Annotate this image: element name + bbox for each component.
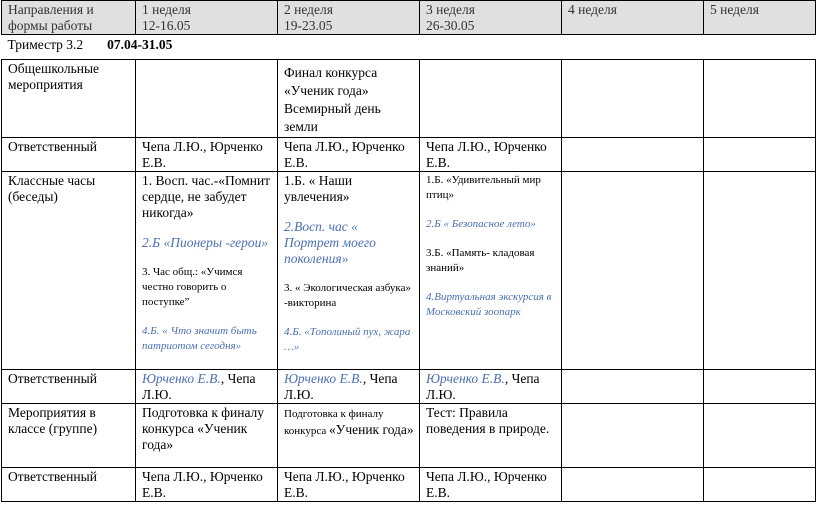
header-directions: Направления и формы работы	[2, 1, 136, 35]
header-week-4: 4 неделя	[562, 1, 704, 35]
table-row	[2, 60, 816, 138]
class-events-week-3: Тест: Правила поведения в природе.	[420, 404, 562, 468]
responsible-week-2: Юрченко Е.В., Чепа Л.Ю.	[278, 370, 420, 404]
class-events-week-2: Подготовка к финалу конкурса «Ученик года»	[278, 404, 420, 468]
table-row	[2, 404, 816, 468]
header-week-1: 1 неделя 12-16.05	[136, 1, 278, 35]
trimester-label: Триместр 3.2	[7, 37, 84, 52]
plan-table	[1, 0, 816, 502]
school-events-week-2: Финал конкурса «Ученик года» Всемирный день земли	[278, 60, 420, 138]
responsible-week-1: Чепа Л.Ю., Юрченко Е.В.	[136, 138, 278, 172]
table-row	[2, 370, 816, 404]
responsible-label: Ответственный	[2, 370, 136, 404]
class-events-week-1: Подготовка к финалу конкурса «Ученик года»	[136, 404, 278, 468]
responsible-label: Ответственный	[2, 138, 136, 172]
table-row	[2, 138, 816, 172]
school-events-label: Общешкольные мероприятия	[2, 60, 136, 138]
responsible-week-3: Юрченко Е.В., Чепа Л.Ю.	[420, 370, 562, 404]
header-week-3: 3 неделя 26-30.05	[420, 1, 562, 35]
responsible-week-3: Чепа Л.Ю., Юрченко Е.В.	[420, 138, 562, 172]
header-week-5: 5 неделя	[704, 1, 816, 35]
class-hours-week-2: 1.Б. « Наши увлечения» 2.Восп. час « Портрет моего поколения» 3. « Экологическая азбука» -викторина 4.Б. «Тополиный пух, жара …»	[278, 172, 420, 370]
responsible-label: Ответственный	[2, 468, 136, 502]
table-row	[2, 172, 816, 370]
responsible-week-3: Чепа Л.Ю., Юрченко Е.В.	[420, 468, 562, 502]
responsible-week-2: Чепа Л.Ю., Юрченко Е.В.	[278, 468, 420, 502]
responsible-week-2: Чепа Л.Ю., Юрченко Е.В.	[278, 138, 420, 172]
responsible-week-1: Юрченко Е.В., Чепа Л.Ю.	[136, 370, 278, 404]
class-hours-week-1: 1. Восп. час.-«Помнит сердце, не забудет никогда» 2.Б «Пионеры -герои» 3. Час общ.: «Учимся честно говорить о поступке” 4.Б. « Что значит быть патриотом сегодня»	[136, 172, 278, 370]
class-hours-week-3: 1.Б. «Удивительный мир птиц» 2.Б « Безопасное лето» 3.Б. «Память- кладовая знаний» 4.Виртуальная экскурсия в Московский зоопарк	[420, 172, 562, 370]
trimester-row	[2, 35, 816, 60]
table-row	[2, 468, 816, 502]
header-week-2: 2 неделя 19-23.05	[278, 1, 420, 35]
trimester-dates: 07.04-31.05	[107, 37, 173, 52]
class-events-label: Мероприятия в классе (группе)	[2, 404, 136, 468]
class-hours-label: Классные часы (беседы)	[2, 172, 136, 370]
header-row	[2, 1, 816, 35]
responsible-week-1: Чепа Л.Ю., Юрченко Е.В.	[136, 468, 278, 502]
